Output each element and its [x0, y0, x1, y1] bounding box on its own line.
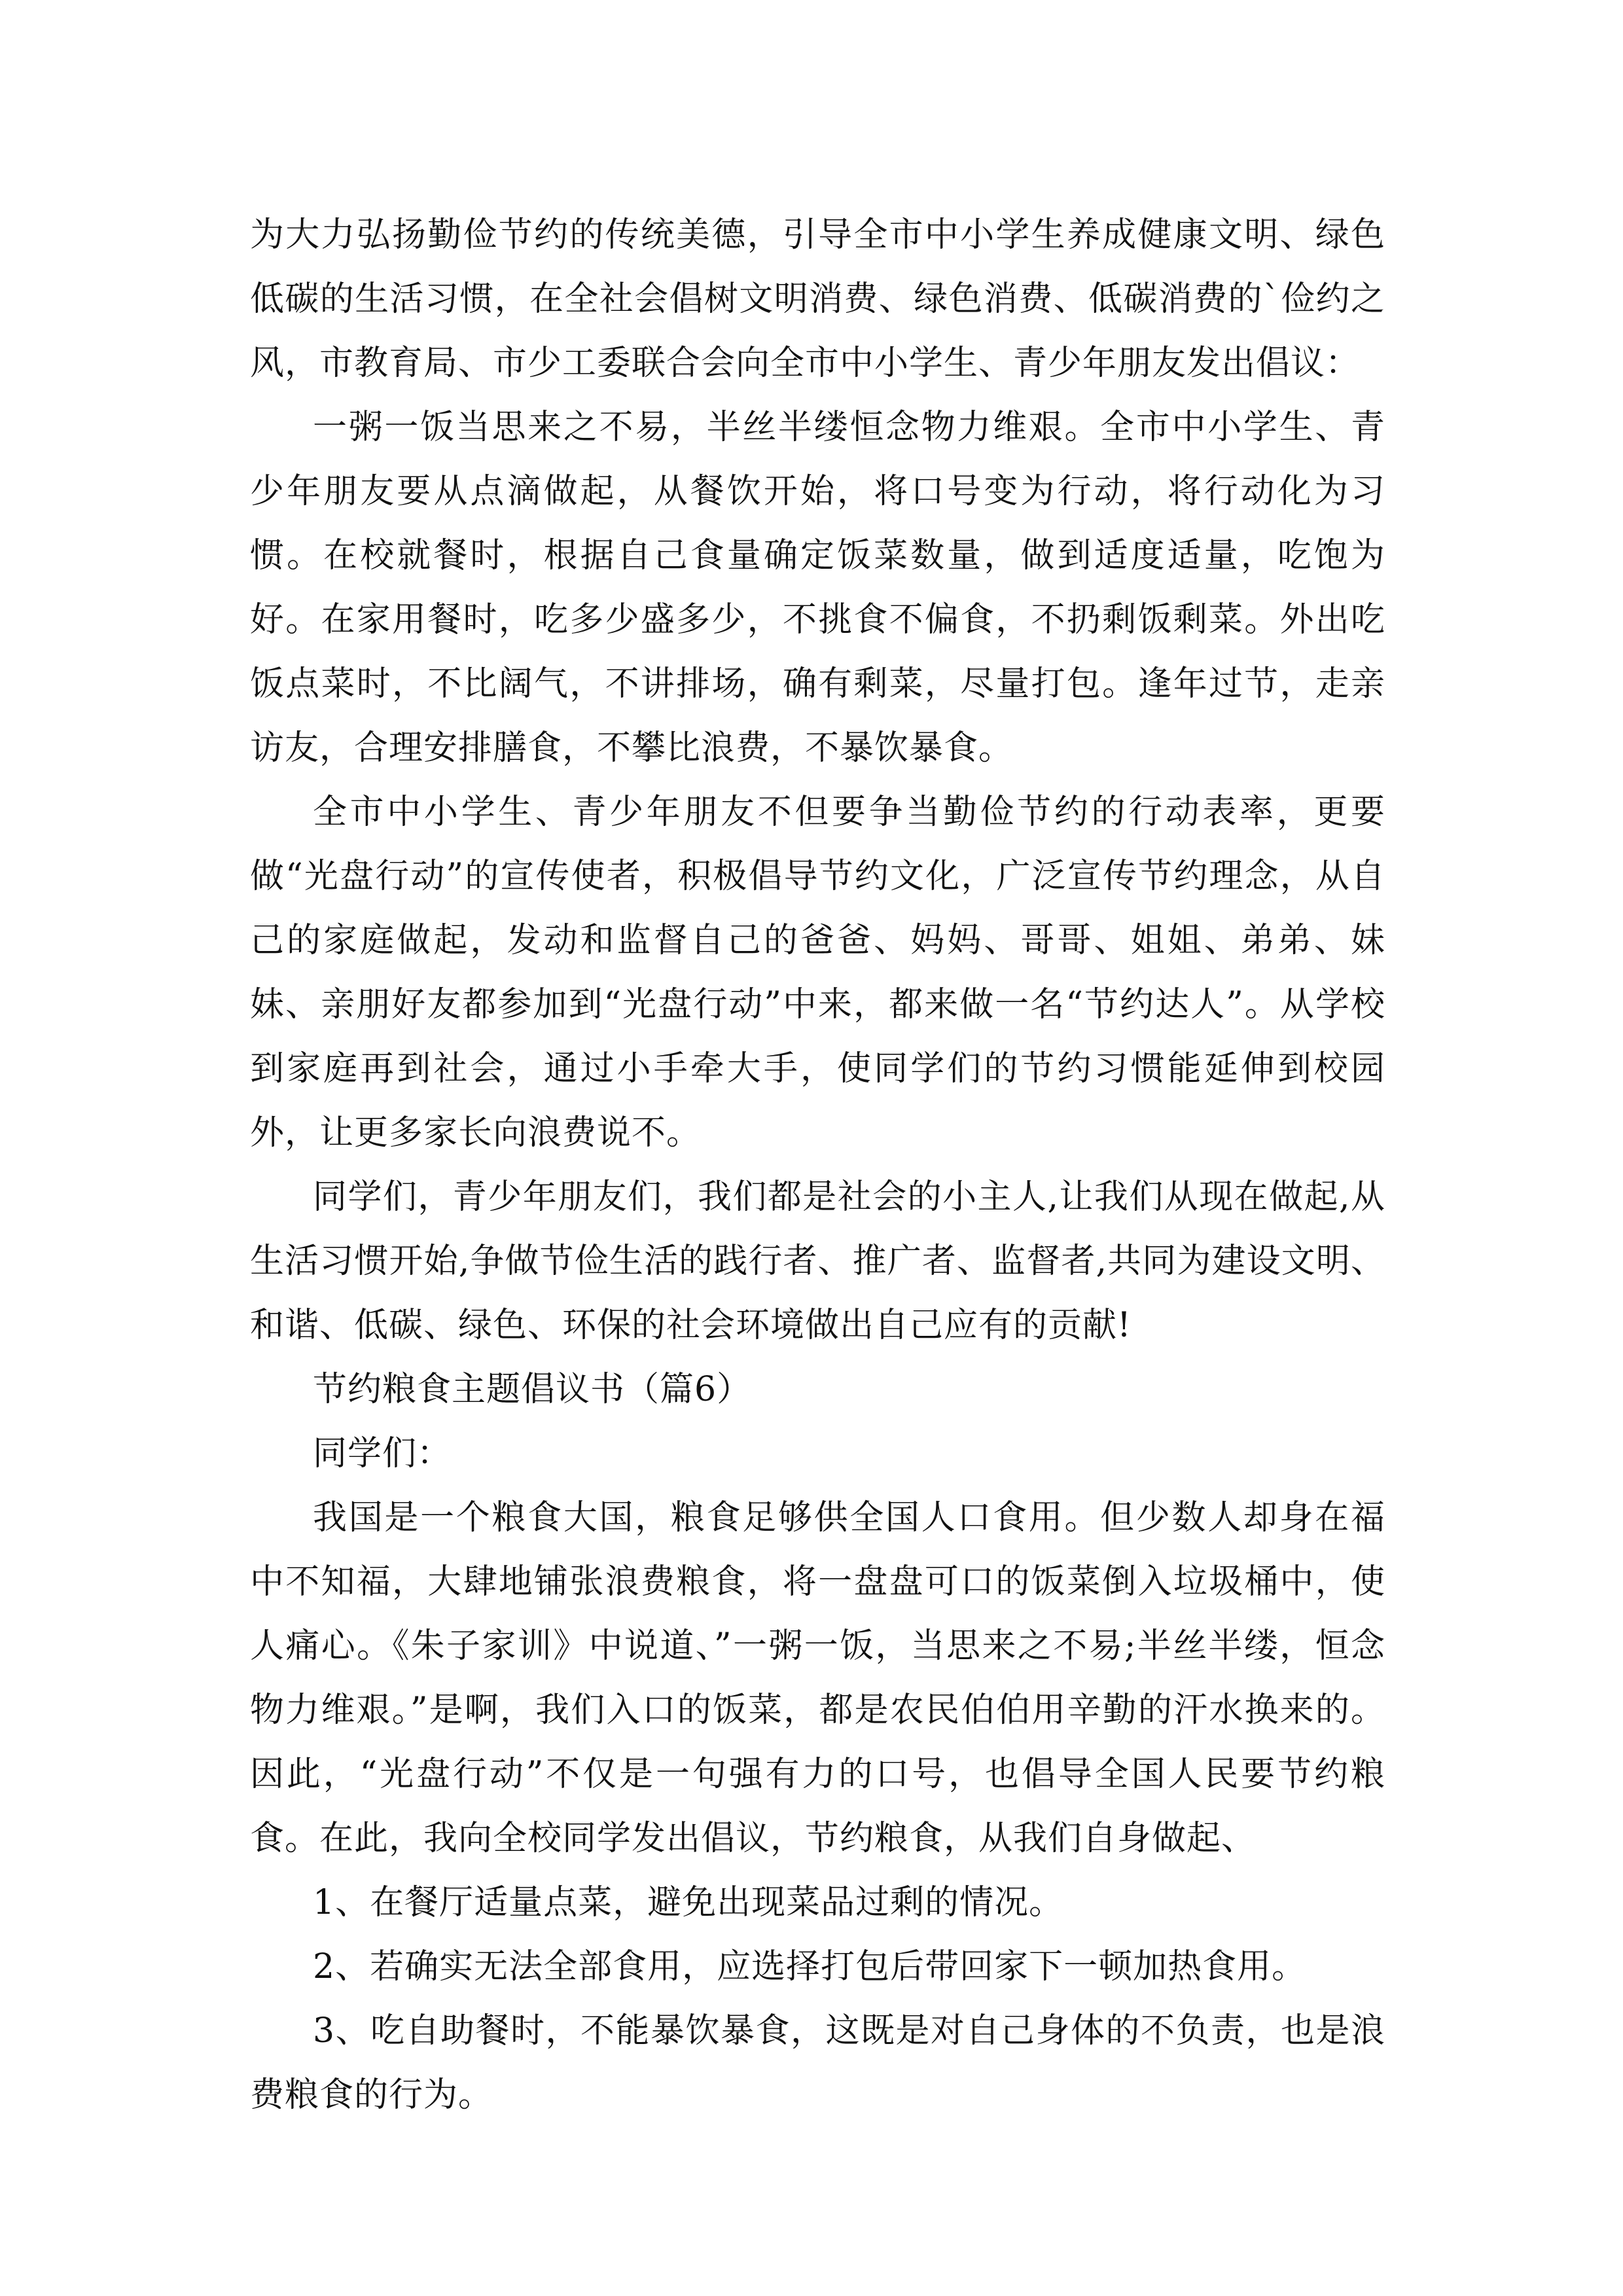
- paragraph-clean-plate: 全市中小学生、青少年朋友不但要争当勤俭节约的行动表率，更要做“光盘行动”的宣传使者，积极倡导节约文化，广泛宣传节约理念，从自己的家庭做起，发动和监督自己的爸爸、妈妈、哥哥、姐姐、弟弟、妹妹、亲朋好友都参加到“光盘行动”中来，都来做一名“节约达人”。从学校到家庭再到社会，通过小手牵大手，使同学们的节约习惯能延伸到校园外，让更多家长向浪费说不。: [250, 793, 1385, 1153]
- list-item-2: 2、若确实无法全部食用，应选择打包后带回家下一顿加热食用。: [313, 1947, 1307, 1986]
- paragraph-intro: 为大力弘扬勤俭节约的传统美德，引导全市中小学生养成健康文明、绿色低碳的生活习惯，在全社会倡树文明消费、绿色消费、低碳消费的`俭约之风，市教育局、市少工委联合会向全市中小学生、青少年朋友发出倡议：: [250, 215, 1385, 383]
- document-body: [250, 203, 1385, 2127]
- paragraph-grain-country: 我国是一个粮食大国，粮食足够供全国人口食用。但少数人却身在福中不知福，大肆地铺张浪费粮食，将一盘盘可口的饭菜倒入垃圾桶中，使人痛心。《朱子家训》中说道、”一粥一饭，当思来之不易;半丝半缕，恒念物力维艰。”是啊，我们入口的饭菜，都是农民伯伯用辛勤的汗水换来的。因此，“光盘行动”不仅是一句强有力的口号，也倡导全国人民要节约粮食。在此，我向全校同学发出倡议，节约粮食，从我们自身做起、: [250, 1498, 1385, 1858]
- list-item-1: 1、在餐厅适量点菜，避免出现菜品过剩的情况。: [313, 1883, 1064, 1922]
- paragraph-call-to-action: 同学们，青少年朋友们，我们都是社会的小主人,让我们从现在做起,从生活习惯开始,争做节俭生活的践行者、推广者、监督者,共同为建设文明、和谐、低碳、绿色、环保的社会环境做出自己应有的贡献!: [250, 1177, 1385, 1345]
- salutation: 同学们：: [313, 1434, 452, 1473]
- section-heading: 节约粮食主题倡议书（篇6）: [313, 1370, 752, 1409]
- list-item-3: 3、吃自助餐时，不能暴饮暴食，这既是对自己身体的不负责，也是浪费粮食的行为。: [250, 2011, 1385, 2115]
- paragraph-thrift: 一粥一饭当思来之不易，半丝半缕恒念物力维艰。全市中小学生、青少年朋友要从点滴做起，从餐饮开始，将口号变为行动，将行动化为习惯。在校就餐时，根据自己食量确定饭菜数量，做到适度适量，吃饱为好。在家用餐时，吃多少盛多少，不挑食不偏食，不扔剩饭剩菜。外出吃饭点菜时，不比阔气，不讲排场，确有剩菜，尽量打包。逢年过节，走亲访友，合理安排膳食，不攀比浪费，不暴饮暴食。: [250, 408, 1385, 768]
